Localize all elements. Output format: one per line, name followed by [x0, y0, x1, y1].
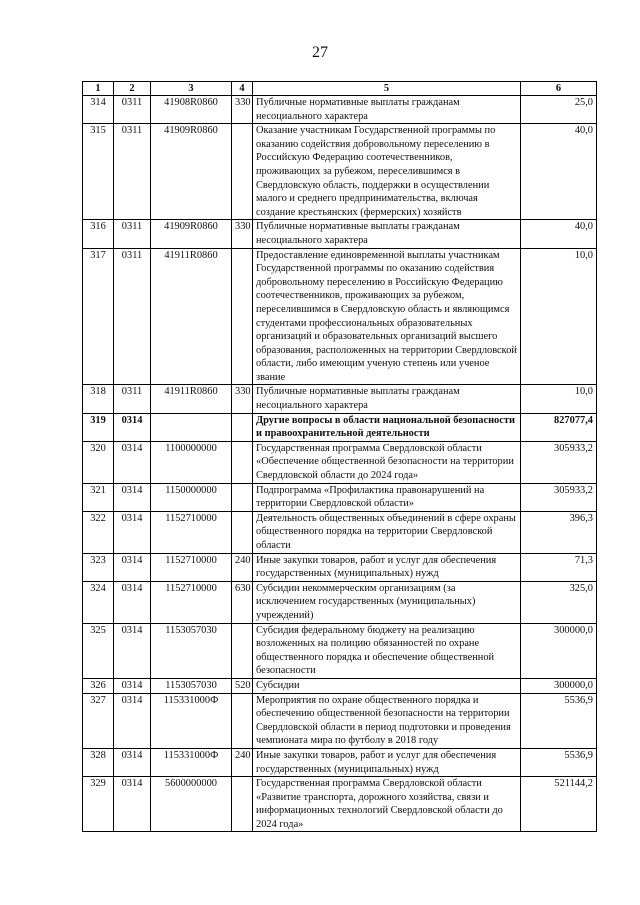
target-article-code: 41911R0860: [151, 385, 232, 413]
section-code: 0314: [114, 483, 151, 511]
amount-value: 305933,2: [521, 483, 597, 511]
item-name: Предоставление единовременной выплаты участникам Государственной программы по оказанию содействия добровольному переселению в Российскую Федерацию соотечественников, проживающих за рубежом, переселившимся в Свердловскую область и являющимся студентами профессиональных образовательных организаций и образовательных организаций высшего образования, расположенных на территории Свердловской области, либо имеющим ученую степень или ученое звание: [253, 248, 521, 385]
column-header: 5: [253, 82, 521, 96]
amount-value: 521144,2: [521, 777, 597, 832]
expense-type-code: [232, 124, 253, 220]
row-number: 325: [83, 623, 114, 678]
table-row: [83, 124, 597, 220]
section-code: 0314: [114, 553, 151, 581]
target-article-code: 41909R0860: [151, 124, 232, 220]
expense-type-code: [232, 623, 253, 678]
section-code: 0314: [114, 581, 151, 623]
row-number: 329: [83, 777, 114, 832]
section-code: 0311: [114, 248, 151, 385]
table-row: [83, 581, 597, 623]
item-name: Субсидия федеральному бюджету на реализацию возложенных на полицию обязанностей по охране общественного порядка и обеспечение общественной безопасности: [253, 623, 521, 678]
section-code: 0311: [114, 124, 151, 220]
expense-type-code: 630: [232, 581, 253, 623]
table-row: [83, 248, 597, 385]
table-row: [83, 623, 597, 678]
target-article-code: 41908R0860: [151, 96, 232, 124]
item-name: Деятельность общественных объединений в сфере охраны общественного порядка на территории Свердловской области: [253, 511, 521, 553]
row-number: 323: [83, 553, 114, 581]
item-name: Государственная программа Свердловской области «Развитие транспорта, дорожного хозяйства, связи и информационных технологий Свердловской области до 2024 года»: [253, 777, 521, 832]
row-number: 318: [83, 385, 114, 413]
amount-value: 5536,9: [521, 748, 597, 776]
item-name: Оказание участникам Государственной программы по оказанию содействия добровольному переселению в Российскую Федерацию соотечественников, проживающих за рубежом, переселившимся в Свердловскую область, поддержки в осуществлении малого и среднего предпринимательства, включая создание крестьянских (фермерских) хозяйств: [253, 124, 521, 220]
target-article-code: 1152710000: [151, 581, 232, 623]
amount-value: 305933,2: [521, 441, 597, 483]
amount-value: 10,0: [521, 385, 597, 413]
expense-type-code: 330: [232, 385, 253, 413]
table-row: [83, 553, 597, 581]
row-number: 324: [83, 581, 114, 623]
target-article-code: 115331000Ф: [151, 693, 232, 748]
section-code: 0311: [114, 220, 151, 248]
item-name: Публичные нормативные выплаты гражданам несоциального характера: [253, 96, 521, 124]
target-article-code: 1150000000: [151, 483, 232, 511]
amount-value: 40,0: [521, 124, 597, 220]
expense-type-code: [232, 248, 253, 385]
item-name: Субсидии: [253, 678, 521, 693]
expense-type-code: 520: [232, 678, 253, 693]
item-name: Государственная программа Свердловской области «Обеспечение общественной безопасности на территории Свердловской области до 2024 года»: [253, 441, 521, 483]
target-article-code: 5600000000: [151, 777, 232, 832]
target-article-code: 41911R0860: [151, 248, 232, 385]
section-code: 0314: [114, 777, 151, 832]
item-name: Иные закупки товаров, работ и услуг для обеспечения государственных (муниципальных) нужд: [253, 748, 521, 776]
table-row: [83, 511, 597, 553]
item-name: Публичные нормативные выплаты гражданам несоциального характера: [253, 220, 521, 248]
expense-type-code: [232, 483, 253, 511]
item-name: Подпрограмма «Профилактика правонарушений на территории Свердловской области»: [253, 483, 521, 511]
row-number: 327: [83, 693, 114, 748]
item-name: Другие вопросы в области национальной безопасности и правоохранительной деятельности: [253, 413, 521, 441]
target-article-code: 1153057030: [151, 623, 232, 678]
item-name: Публичные нормативные выплаты гражданам несоциального характера: [253, 385, 521, 413]
table-header-row: [83, 82, 597, 96]
row-number: 320: [83, 441, 114, 483]
section-code: 0311: [114, 96, 151, 124]
amount-value: 325,0: [521, 581, 597, 623]
expense-type-code: 240: [232, 748, 253, 776]
target-article-code: 115331000Ф: [151, 748, 232, 776]
row-number: 328: [83, 748, 114, 776]
row-number: 316: [83, 220, 114, 248]
section-code: 0311: [114, 385, 151, 413]
column-header: 4: [232, 82, 253, 96]
amount-value: 300000,0: [521, 678, 597, 693]
amount-value: 300000,0: [521, 623, 597, 678]
table-row: [83, 693, 597, 748]
column-header: 6: [521, 82, 597, 96]
row-number: 322: [83, 511, 114, 553]
target-article-code: 41909R0860: [151, 220, 232, 248]
amount-value: 71,3: [521, 553, 597, 581]
page-number: 27: [312, 44, 328, 61]
expense-type-code: 330: [232, 220, 253, 248]
column-header: 2: [114, 82, 151, 96]
target-article-code: [151, 413, 232, 441]
table-row: [83, 748, 597, 776]
row-number: 317: [83, 248, 114, 385]
amount-value: 25,0: [521, 96, 597, 124]
table-row: [83, 441, 597, 483]
section-code: 0314: [114, 748, 151, 776]
amount-value: 5536,9: [521, 693, 597, 748]
expense-type-code: 330: [232, 96, 253, 124]
section-code: 0314: [114, 678, 151, 693]
expense-type-code: [232, 693, 253, 748]
target-article-code: 1100000000: [151, 441, 232, 483]
target-article-code: 1152710000: [151, 511, 232, 553]
expense-type-code: [232, 413, 253, 441]
row-number: 315: [83, 124, 114, 220]
table-row: [83, 413, 597, 441]
table-row: [83, 678, 597, 693]
row-number: 326: [83, 678, 114, 693]
table-row: [83, 96, 597, 124]
table-row: [83, 385, 597, 413]
section-code: 0314: [114, 511, 151, 553]
expense-type-code: [232, 511, 253, 553]
target-article-code: 1153057030: [151, 678, 232, 693]
item-name: Иные закупки товаров, работ и услуг для обеспечения государственных (муниципальных) нужд: [253, 553, 521, 581]
section-code: 0314: [114, 693, 151, 748]
amount-value: 827077,4: [521, 413, 597, 441]
target-article-code: 1152710000: [151, 553, 232, 581]
section-code: 0314: [114, 441, 151, 483]
expense-type-code: 240: [232, 553, 253, 581]
column-header: 3: [151, 82, 232, 96]
amount-value: 10,0: [521, 248, 597, 385]
expense-type-code: [232, 777, 253, 832]
column-header: 1: [83, 82, 114, 96]
section-code: 0314: [114, 413, 151, 441]
row-number: 314: [83, 96, 114, 124]
table-row: [83, 483, 597, 511]
amount-value: 396,3: [521, 511, 597, 553]
expense-type-code: [232, 441, 253, 483]
row-number: 321: [83, 483, 114, 511]
table-row: [83, 220, 597, 248]
section-code: 0314: [114, 623, 151, 678]
budget-table: [82, 81, 597, 832]
item-name: Мероприятия по охране общественного порядка и обеспечению общественной безопасности на территории Свердловской области в период подготовки и проведения чемпионата мира по футболу в 2018 году: [253, 693, 521, 748]
row-number: 319: [83, 413, 114, 441]
amount-value: 40,0: [521, 220, 597, 248]
item-name: Субсидии некоммерческим организациям (за исключением государственных (муниципальных) учреждений): [253, 581, 521, 623]
table-row: [83, 777, 597, 832]
